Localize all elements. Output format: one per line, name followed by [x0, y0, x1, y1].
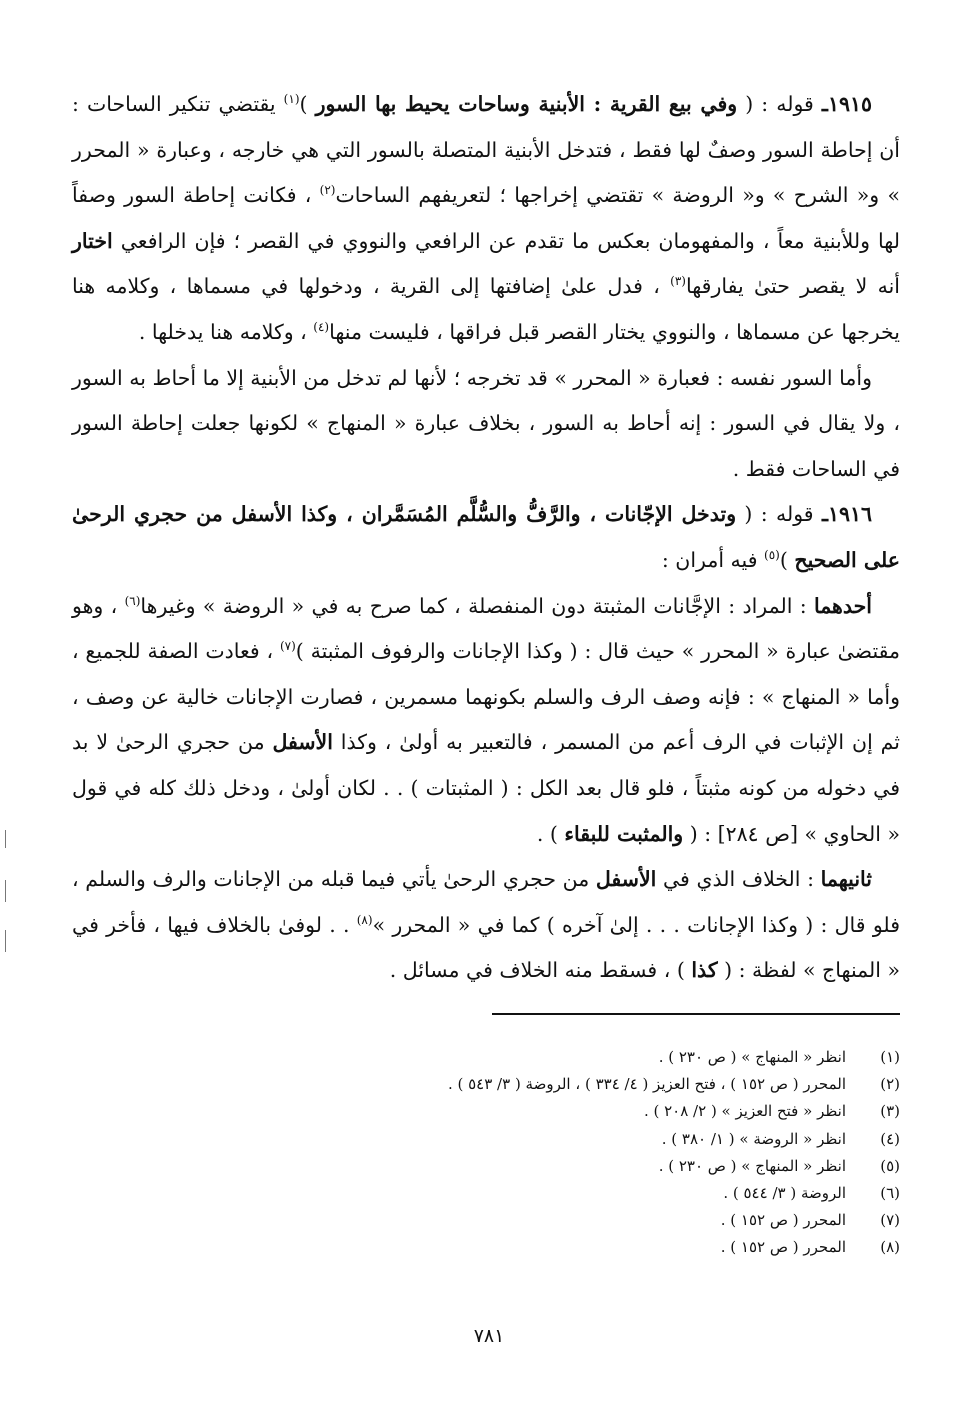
footnote-ref[interactable]: (٣) [670, 274, 686, 289]
text-run: قوله : ( [736, 502, 814, 527]
paragraph-1916 [72, 492, 900, 583]
text-run: ) [779, 547, 795, 572]
footnote [80, 1126, 900, 1153]
bold-phrase: الأسفل [272, 730, 333, 755]
entry-number: ١٩١٦ـ [821, 502, 872, 527]
text-run: أنه لا يقصر حتىٰ يفارقها [685, 274, 900, 299]
text-run: وأما السور نفسه : فعبارة « المحرر » قد تخرجه ؛ لأنها لم تدخل من الأبنية إلا ما أحاط به السور ، ولا يقال في السور : إنه أحاط به السور ، بخلاف عبارة « المنهاج » لكونها جعلت إحاطة السور في الساحات فقط . [72, 365, 900, 481]
footnote-number: (٨) [880, 1238, 900, 1257]
footnote [80, 1098, 900, 1125]
text-run: من حجري الرحىٰ لا بد في دخوله من كونه مثبتاً ، فلو قال بعد الكل : ( المثبتات ) . . لكان أولىٰ ، ودخل ذلك كله في قول « الحاوي » [ص ٢٨٤] : ( [72, 730, 900, 846]
footnote-ref[interactable]: (٥) [764, 548, 780, 563]
page-number: ٧٨١ [473, 1325, 505, 1347]
footnote-ref[interactable]: (٤) [313, 320, 330, 335]
footnote [80, 1234, 900, 1261]
footnote-number: (٣) [880, 1102, 900, 1121]
text-run: يقتضي تنكير الساحات : أن إحاطة السور وصفٌ لها فقط ، فتدخل الأبنية المتصلة بالسور التي هي خارجه ، وعبارة « المحرر » و« الشرح » و« الروضة » تقتضي إخراجها ؛ لتعريفهم الساحات [72, 92, 900, 208]
matn-quote: وتدخل الإجّانات ، والرَّفُّ والسُّلَّم المُسَمَّران ، وكذا الأسفل من حجري الرحىٰ على الصحيح [72, 502, 900, 572]
entry-number: ١٩١٥ـ [821, 92, 872, 116]
footnote-ref[interactable]: (١) [283, 92, 300, 107]
text-run: . . لوفىٰ بالخلاف فيها ، فأخر في « المنهاج » لفظة : ( [72, 912, 900, 983]
footnote-text: انظر « المنهاج » ( ص ٢٣٠ ) . [658, 1156, 846, 1175]
scan-margin-mark [5, 930, 6, 952]
text-run: ، وكلامه هنا يدخلها . [138, 319, 314, 344]
text-run: : المراد : الإجَّانات المثبتة دون المنفصلة ، كما صرح به في « الروضة » وغيرها [140, 593, 814, 618]
scan-margin-mark [5, 880, 6, 902]
bold-phrase: الأسفل [595, 867, 657, 892]
bold-phrase: كذا [691, 958, 718, 983]
paragraph-first-matter [72, 584, 900, 858]
text-run: قوله : ( [737, 92, 814, 116]
footnote-number: (٦) [880, 1184, 900, 1203]
text-run: من حجري الرحىٰ يأتي فيما قبله من الإجانات والرف والسلم ، فلو قال : ( وكذا الإجانات . . . إلىٰ آخره ) كما في « المحرر » [72, 867, 901, 937]
footnote [80, 1044, 900, 1071]
text-run: ، فدل علىٰ إضافتها إلى القرية ، ودخولها في مسماها ، وكلامه هنا يخرجها عن مسماها ، والنووي يختار القصر قبل فراقها ، فليست منها [72, 274, 900, 344]
text-run: فيه أمران : [661, 547, 765, 572]
footnote [80, 1207, 900, 1234]
paragraph-1915 [72, 82, 900, 356]
footnote-text: انظر « الروضة » ( ١/ ٣٨٠ ) . [661, 1129, 846, 1148]
scan-margin-mark [5, 830, 6, 848]
footnote-divider [492, 1013, 900, 1015]
footnote-text: المحرر ( ص ١٥٢ ) . [720, 1238, 846, 1257]
footnote [80, 1071, 900, 1098]
lead-word: ثانيهما [820, 867, 872, 892]
footnote-number: (٢) [880, 1075, 900, 1094]
footnote-ref[interactable]: (٦) [124, 593, 141, 608]
text-run: ) [299, 92, 316, 116]
footnote-ref[interactable]: (٨) [356, 912, 373, 927]
footnote-text: المحرر ( ص ١٥٢ ) . [720, 1211, 846, 1230]
paragraph-second-matter [72, 857, 900, 994]
footnote-ref[interactable]: (٧) [279, 639, 296, 654]
text-run: ، فكانت إحاطة السور وصفاً لها وللأبنية معاً ، والمفهومان بعكس ما تقدم عن الرافعي والنووي في القصر ؛ فإن الرافعي [72, 183, 900, 253]
footnote-text: الروضة ( ٣/ ٥٤٤ ) . [723, 1184, 846, 1203]
footnote [80, 1153, 900, 1180]
text-run: ، وهو مقتضىٰ عبارة « المحرر » حيث قال : ( وكذا الإجانات والرفوف المثبتة ) [72, 593, 900, 664]
footnote-ref[interactable]: (٢) [319, 183, 336, 198]
footnote-number: (٧) [880, 1211, 900, 1230]
footnote-text: انظر « فتح العزيز » ( ٢/ ٢٠٨ ) . [643, 1102, 846, 1121]
paragraph-wall [72, 356, 900, 493]
text-run: ، فعادت الصفة للجميع ، وأما « المنهاج » : فإنه وصف الرف والسلم بكونهما مسمرين ، فصارت الإجانات خالية عن وصف ، ثم إن الإثبات في الرف أعم من المسمر ، فالتعبير به أولىٰ ، وكذا [72, 639, 900, 755]
matn-quote: وفي بيع القرية : الأبنية وساحات يحيط بها السور [315, 92, 738, 116]
bold-phrase: اختار [72, 228, 113, 253]
footnote-number: (٥) [880, 1156, 900, 1175]
footnote-text: المحرر ( ص ١٥٢ ) ، فتح العزيز ( ٤/ ٣٣٤ ) ، الروضة ( ٣/ ٥٤٣ ) . [447, 1075, 846, 1094]
footnote [80, 1180, 900, 1207]
footnote-number: (٤) [880, 1129, 900, 1148]
bold-phrase: والمثبت للبقاء [564, 821, 684, 846]
lead-word: أحدهما [813, 593, 872, 618]
footnotes [80, 1044, 900, 1262]
text-run: : الخلاف الذي في [656, 867, 821, 892]
footnote-number: (١) [880, 1048, 900, 1066]
main-text [72, 82, 900, 994]
footnote-text: انظر « المنهاج » ( ص ٢٣٠ ) . [658, 1048, 846, 1066]
text-run: ) . [536, 821, 565, 846]
text-run: ) ، فسقط منه الخلاف في مسائل . [389, 958, 692, 983]
